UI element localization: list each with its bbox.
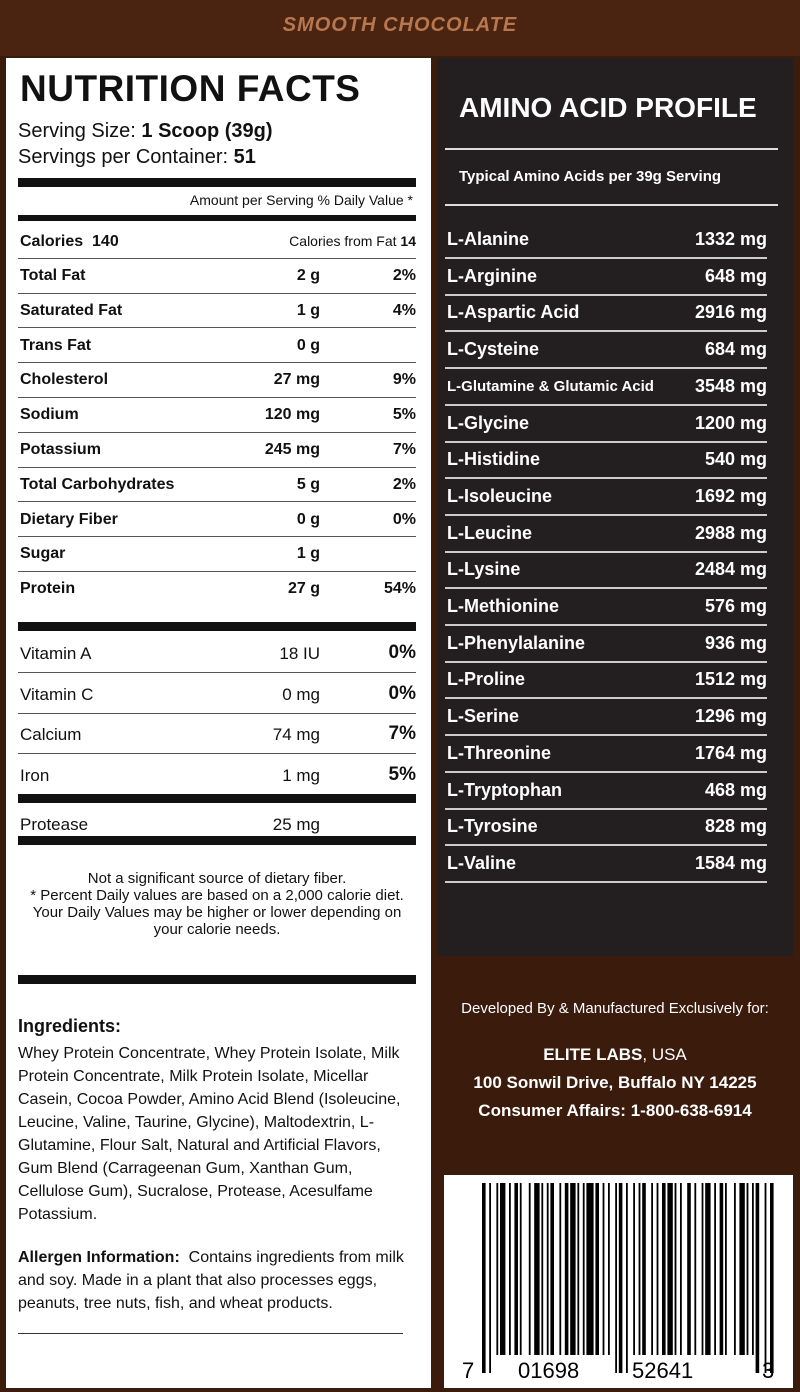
nutrient-name: Dietary Fiber: [20, 510, 118, 528]
company-country: , USA: [642, 1045, 687, 1064]
amino-value: 468 mg: [704, 779, 767, 800]
amino-name: L-Histidine: [447, 449, 540, 470]
barcode-bar: [489, 1183, 491, 1373]
amino-row: [445, 847, 767, 883]
barcode-group-1: 01698: [518, 1358, 580, 1383]
amino-title: AMINO ACID PROFILE: [459, 92, 757, 123]
amino-value: 1764 mg: [694, 742, 767, 763]
nutrient-amount: 27 g: [287, 580, 320, 598]
barcode-bar: [734, 1183, 736, 1355]
amino-value: 576 mg: [704, 596, 767, 616]
nutrient-daily-value: 9%: [392, 371, 416, 389]
barcode-bar: [667, 1183, 672, 1355]
amino-value: 1332 mg: [694, 229, 767, 249]
nutrient-daily-value: 2%: [392, 267, 416, 284]
company-line: [437, 1041, 793, 1069]
barcode-group-2: 52641: [632, 1358, 694, 1383]
footnote-line: Your Daily Values may be higher or lower depending on: [32, 904, 402, 921]
divider-thick: [18, 178, 416, 187]
barcode-bar: [608, 1183, 610, 1355]
amino-name: L-Leucine: [447, 522, 533, 543]
manufacturer-info: [437, 1000, 793, 1125]
footnote-line: your calorie needs.: [153, 921, 281, 938]
vitamin-daily-value: 0%: [388, 642, 416, 663]
divider-thick: [18, 622, 416, 631]
developed-by: Developed By & Manufactured Exclusively for:: [461, 1000, 769, 1017]
barcode-digit-right: 3: [762, 1358, 775, 1383]
nutrient-row: [18, 293, 416, 327]
serving-size: [18, 118, 273, 144]
flavor-label: SMOOTH CHOCOLATE: [282, 14, 518, 36]
nutrient-row: [18, 536, 416, 570]
barcode-bar: [770, 1183, 774, 1373]
amino-row: [445, 663, 767, 699]
nutrient-amount: 0 g: [296, 336, 320, 354]
protease-label: Protease: [20, 815, 89, 834]
vitamin-row: [18, 754, 416, 794]
nutrient-row: [18, 502, 416, 536]
divider-thick: [18, 836, 416, 845]
amino-row: [445, 590, 767, 626]
amino-name: L-Glycine: [447, 412, 530, 433]
barcode-bar: [534, 1183, 539, 1355]
amount-header: Amount per Serving % Daily Value *: [189, 192, 413, 208]
nutrition-facts-panel: [6, 58, 431, 1388]
amino-name: L-Proline: [447, 669, 526, 690]
barcode-bar: [482, 1183, 486, 1373]
allergen-label: Allergen Information:: [18, 1249, 180, 1266]
barcode-bars: [444, 1175, 793, 1388]
barcode-bar: [626, 1183, 628, 1373]
amino-row: [445, 810, 767, 846]
vitamin-daily-value: 7%: [388, 723, 416, 744]
vitamin-name: Vitamin A: [20, 644, 92, 663]
nutrient-row: [18, 397, 416, 431]
barcode: [444, 1175, 793, 1388]
divider: [445, 204, 778, 206]
nutrient-row: [18, 432, 416, 466]
nutrient-amount: 245 mg: [264, 441, 320, 458]
divider-medium: [18, 215, 416, 221]
nutrient-amount: 5 g: [296, 475, 320, 493]
barcode-bar: [705, 1183, 710, 1355]
servings-per-container: [18, 144, 273, 170]
ingredients-heading: Ingredients:: [18, 1016, 122, 1036]
barcode-bar: [514, 1183, 518, 1355]
nutrient-name: Sodium: [20, 406, 79, 424]
amino-name: L-Isoleucine: [447, 485, 553, 506]
amino-value: 1512 mg: [694, 669, 767, 690]
barcode-bar: [702, 1183, 704, 1355]
barcode-bar: [547, 1183, 549, 1355]
allergen-text: Contains ingredients from milk and soy. Made in a plant that also processes eggs, peanuts, tree nuts, fish, and wheat products.: [18, 1249, 404, 1312]
amino-row: [445, 553, 767, 589]
amino-value: 1692 mg: [694, 485, 767, 506]
amino-name: L-Tyrosine: [447, 816, 538, 837]
barcode-bar: [595, 1183, 599, 1355]
amino-name: L-Serine: [447, 706, 520, 727]
amino-name: L-Tryptophan: [447, 779, 562, 800]
consumer-affairs: Consumer Affairs: 1-800-638-6914: [478, 1101, 752, 1120]
barcode-bar: [565, 1183, 569, 1355]
amino-name: L-Glutamine & Glutamic Acid: [447, 377, 654, 395]
amino-subtitle: Typical Amino Acids per 39g Serving: [459, 168, 722, 185]
barcode-bar: [725, 1183, 727, 1355]
barcode-bar: [752, 1183, 754, 1355]
barcode-bar: [496, 1183, 498, 1355]
amino-row: [445, 223, 767, 259]
barcode-bar: [756, 1183, 760, 1373]
amino-value: 936 mg: [704, 632, 767, 653]
barcode-bar: [603, 1183, 605, 1355]
barcode-bar: [529, 1183, 531, 1355]
barcode-bar: [714, 1183, 716, 1355]
barcode-bar: [541, 1183, 543, 1355]
barcode-bar: [747, 1183, 749, 1355]
protease-value: 25 mg: [272, 815, 320, 834]
servings-label: Servings per Container:: [18, 146, 229, 168]
divider: [445, 330, 767, 332]
amino-row: [445, 333, 767, 369]
divider-thick: [18, 794, 416, 803]
nutrient-row: [18, 258, 416, 292]
vitamin-amount: 1 mg: [282, 765, 320, 785]
nutrient-name: Sugar: [20, 545, 66, 563]
divider: [445, 294, 767, 296]
amino-name: L-Cysteine: [447, 339, 540, 360]
company-name: ELITE LABS: [543, 1045, 643, 1064]
footnote-line: Not a significant source of dietary fiber.: [87, 870, 347, 887]
nutrient-name: Protein: [20, 580, 76, 598]
nutrient-daily-value: 7%: [392, 441, 416, 458]
divider: [445, 624, 767, 626]
divider: [445, 477, 767, 479]
amino-row: [445, 774, 767, 810]
serving-size-value: 1 Scoop (39g): [141, 120, 273, 142]
divider: [445, 844, 767, 846]
vitamin-amount: 18 IU: [279, 644, 320, 663]
vitamin-row: [18, 713, 416, 753]
nutrient-name: Cholesterol: [20, 371, 109, 389]
divider: [445, 808, 767, 810]
vitamin-row: [18, 632, 416, 672]
nutrient-name: Saturated Fat: [20, 301, 123, 319]
nutrient-daily-value: 54%: [383, 580, 416, 598]
amino-name: L-Methionine: [447, 596, 559, 616]
nutrient-daily-value: 0%: [392, 510, 416, 528]
nutrient-daily-value: 5%: [392, 406, 416, 424]
nutrition-title: NUTRITION FACTS: [20, 68, 361, 109]
amino-name: L-Aspartic Acid: [447, 302, 580, 323]
vitamin-row: [18, 673, 416, 713]
amino-value: 1200 mg: [694, 412, 767, 433]
nutrient-amount: 120 mg: [264, 406, 320, 424]
vitamin-name: Vitamin C: [20, 684, 94, 704]
barcode-bar: [657, 1183, 659, 1355]
amino-value: 2484 mg: [694, 559, 767, 580]
divider: [445, 514, 767, 516]
barcode-bar: [675, 1183, 677, 1355]
barcode-bar: [500, 1183, 505, 1355]
amino-value: 648 mg: [704, 265, 767, 286]
ingredients-text: Whey Protein Concentrate, Whey Protein Isolate, Milk Protein Concentrate, Milk Protein Isolate, Micellar Casein, Cocoa Powder, Amino Acid Blend (Isoleucine, Leucine, Valine, Taurine, Glycine), Maltodextrin, L-Glutamine, Flour Salt, Natural and Artificial Flavors, Gum Blend (Carrageenan Gum, Xanthan Gum, Cellulose Gum), Sucralose, Protease, Acesulfame Potassium.: [18, 1045, 401, 1223]
amino-name: L-Phenylalanine: [447, 632, 586, 653]
amino-value: 828 mg: [704, 816, 767, 837]
divider: [445, 734, 767, 736]
amino-name: L-Valine: [447, 852, 517, 873]
barcode-bar: [662, 1183, 666, 1355]
divider: [445, 587, 767, 589]
barcode-bar: [633, 1183, 635, 1355]
nutrient-amount: 2 g: [296, 267, 320, 284]
amino-value: 1584 mg: [694, 852, 767, 873]
amino-row: [445, 296, 767, 332]
barcode-bar: [739, 1183, 744, 1355]
allergen-info: [18, 1246, 418, 1315]
divider: [445, 661, 767, 663]
nutrient-daily-value: 2%: [392, 475, 416, 493]
amino-row: [445, 407, 767, 443]
nutrient-amount: 1 g: [296, 301, 320, 319]
divider: [445, 881, 767, 883]
amino-value: 684 mg: [704, 339, 767, 360]
divider: [445, 441, 767, 443]
barcode-bar: [642, 1183, 646, 1355]
divider: [445, 404, 767, 406]
amino-row: [445, 737, 767, 773]
barcode-bar: [550, 1183, 554, 1355]
barcode-bar: [559, 1183, 561, 1355]
amino-row: [445, 443, 767, 479]
nutrient-row: [18, 571, 416, 605]
amino-value: 540 mg: [704, 449, 767, 470]
divider: [445, 771, 767, 773]
footnote-line: * Percent Daily values are based on a 2,000 calorie diet.: [30, 887, 404, 904]
calories-label: Calories 140: [20, 233, 119, 250]
phone-number: 1-800-638-6914: [630, 1101, 752, 1120]
nutrient-name: Trans Fat: [20, 336, 92, 354]
barcode-bar: [577, 1183, 579, 1355]
vitamin-daily-value: 0%: [388, 682, 416, 704]
nutrient-row: [18, 467, 416, 501]
divider: [445, 257, 767, 259]
amino-name: L-Arginine: [447, 265, 537, 286]
amino-row: [445, 370, 767, 406]
nutrient-amount: 27 mg: [273, 371, 320, 389]
divider: [445, 148, 778, 150]
divider: [445, 551, 767, 553]
divider: [445, 367, 767, 369]
amino-value: 3548 mg: [694, 375, 767, 396]
vitamin-amount: 0 mg: [282, 684, 320, 704]
nutrient-row: [18, 362, 416, 396]
amino-acid-panel: [437, 58, 793, 956]
nutrient-row: [18, 328, 416, 362]
vitamin-daily-value: 5%: [388, 763, 416, 785]
amino-row: [445, 517, 767, 553]
nutrient-daily-value: 4%: [392, 301, 416, 319]
divider: [18, 1333, 403, 1334]
barcode-bar: [720, 1183, 724, 1355]
nutrient-amount: 0 g: [296, 510, 320, 528]
amino-name: L-Alanine: [447, 229, 530, 249]
vitamin-name: Iron: [20, 765, 50, 785]
barcode-digit-left: 7: [462, 1358, 475, 1383]
barcode-bar: [639, 1183, 641, 1355]
nutrient-name: Potassium: [20, 441, 101, 458]
barcode-bar: [651, 1183, 653, 1355]
servings-value: 51: [233, 146, 256, 168]
serving-size-label: Serving Size:: [18, 120, 136, 142]
barcode-bar: [570, 1183, 575, 1355]
calories-from-fat: Calories from Fat 14: [289, 233, 416, 249]
amino-value: 1296 mg: [694, 706, 767, 727]
barcode-bar: [694, 1183, 696, 1355]
amino-row: [445, 700, 767, 736]
divider: [445, 697, 767, 699]
amino-name: L-Threonine: [447, 742, 551, 763]
barcode-bar: [586, 1183, 593, 1355]
barcode-bar: [687, 1183, 691, 1355]
barcode-bar: [680, 1183, 682, 1355]
nutrient-name: Total Carbohydrates: [20, 475, 175, 493]
nutrient-name: Total Fat: [20, 267, 86, 284]
barcode-bar: [509, 1183, 511, 1355]
barcode-bar: [583, 1183, 585, 1355]
footnote: [18, 870, 416, 938]
nutrient-amount: 1 g: [296, 545, 320, 563]
vitamin-name: Calcium: [20, 725, 82, 744]
barcode-bar: [615, 1183, 617, 1373]
amino-value: 2916 mg: [694, 302, 767, 323]
amino-name: L-Lysine: [447, 559, 521, 580]
amino-row: [445, 480, 767, 516]
calories-row: [18, 224, 416, 258]
amino-value: 2988 mg: [694, 522, 767, 543]
divider-thick: [18, 975, 416, 984]
barcode-bar: [765, 1183, 767, 1373]
address: 100 Sonwil Drive, Buffalo NY 14225: [473, 1073, 757, 1092]
serving-info: [18, 118, 273, 170]
amino-row: [445, 627, 767, 663]
amino-row: [445, 260, 767, 296]
barcode-bar: [520, 1183, 522, 1355]
vitamin-amount: 74 mg: [272, 725, 320, 744]
barcode-bar: [619, 1183, 623, 1373]
